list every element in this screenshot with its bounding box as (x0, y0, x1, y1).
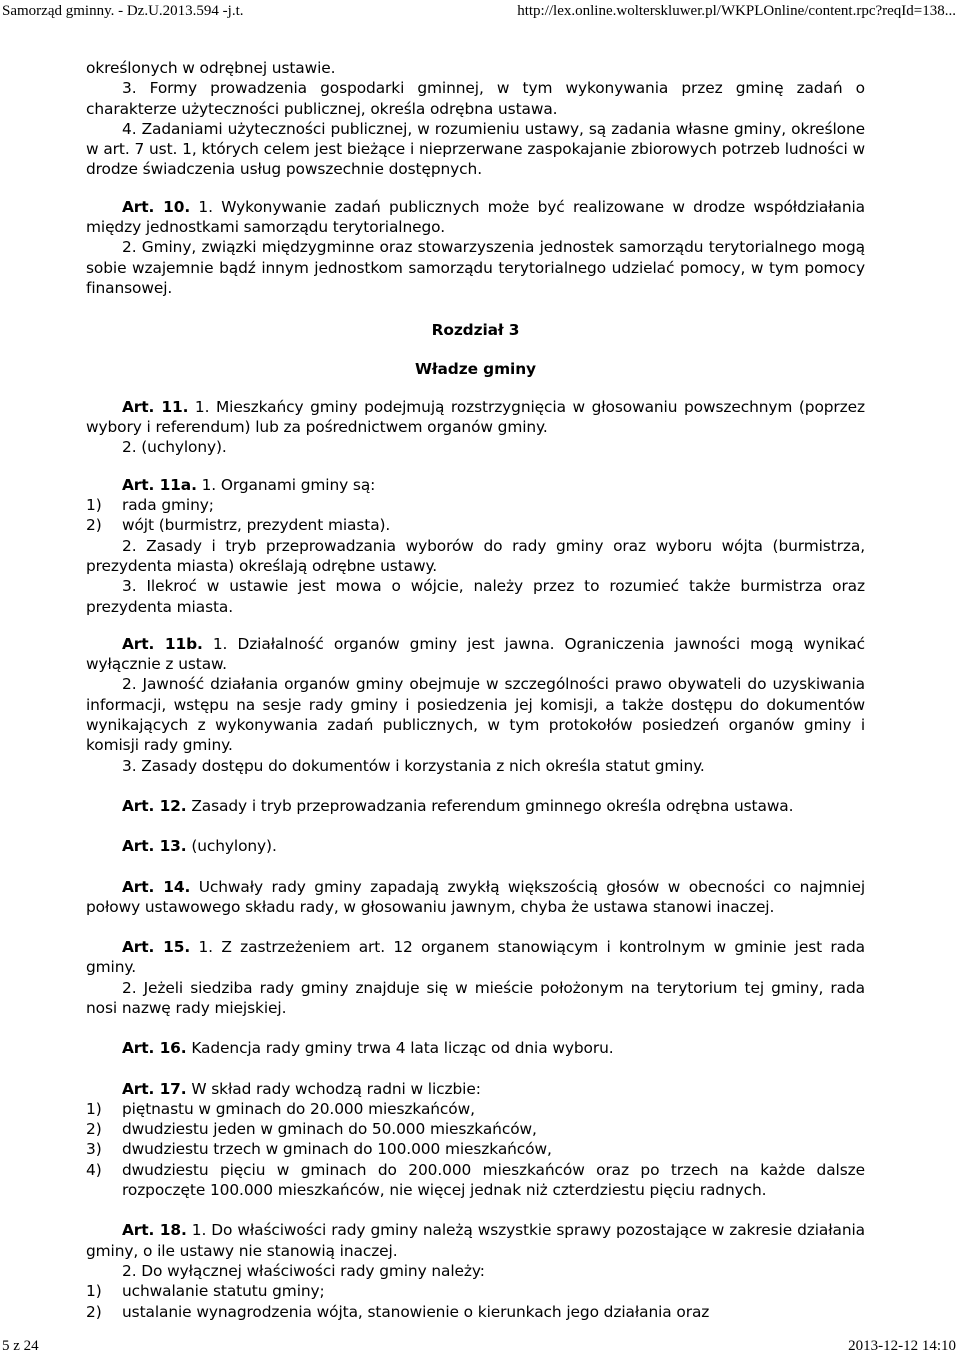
header-url: http://lex.online.wolterskluwer.pl/WKPLOnline/content.rpc?reqId=138... (517, 3, 956, 19)
list-text: piętnastu w gminach do 20.000 mieszkańców, (122, 1099, 475, 1118)
article-15 (86, 937, 865, 978)
list-item (86, 1099, 865, 1119)
paragraph: 2. Jawność działania organów gminy obejmuje w szczególności prawo obywateli do uzyskiwania informacji, wstępu na sesje rady gminy i posiedzenia jej komisji, a także dostępu do dokumentów wynikających z wykonywania zadań publicznych, w tym protokołów posiedzeń organów gminy i komisji rady gminy. (86, 675, 865, 755)
list-number: 4) (86, 1160, 102, 1179)
article-14 (86, 877, 865, 918)
article-text: 1. Wykonywanie zadań publicznych może być realizowane w drodze współdziałania między jednostkami samorządu terytorialnego. (86, 197, 865, 237)
paragraph: 3. Formy prowadzenia gospodarki gminnej, w tym wykonywania przez gminę zadań o charakterze użyteczności publicznej, określa odrębna ustawa. (86, 79, 865, 118)
list-text: dwudziestu trzech w gminach do 100.000 mieszkańców, (122, 1140, 552, 1159)
list-text: rada gminy; (122, 496, 214, 515)
article-text: 1. Mieszkańcy gminy podejmują rozstrzygnięcia w głosowaniu powszechnym (poprzez wybory i referendum) lub za pośrednictwem organów gminy. (86, 397, 865, 437)
article-text: 1. Do właściwości rady gminy należą wszystkie sprawy pozostające w zakresie działania gminy, o ile ustawy nie stanowią inaczej. (86, 1221, 865, 1260)
article-10 (86, 197, 865, 238)
list-number: 3) (86, 1140, 102, 1159)
paragraph: 2. Zasady i tryb przeprowadzania wyborów do rady gminy oraz wyboru wójta (burmistrza, prezydenta miasta) określają odrębne ustawy. (86, 536, 865, 575)
list-text: dwudziestu jeden w gminach do 50.000 mieszkańców, (122, 1120, 537, 1139)
list-number: 1) (86, 496, 102, 515)
list-item (86, 515, 865, 535)
article-text: 1. Działalność organów gminy jest jawna. Ograniczenia jawności mogą wynikać wyłącznie z ustaw. (86, 634, 865, 674)
article-label: Art. 12. (122, 796, 187, 815)
list-item (86, 495, 865, 515)
chapter-heading: Rozdział 3 (431, 321, 520, 340)
list-text: uchwalanie statutu gminy; (122, 1282, 325, 1301)
chapter-title: Władze gminy (415, 359, 536, 378)
article-text: 1. Z zastrzeżeniem art. 12 organem stanowiącym i kontrolnym w gminie jest rada gminy. (86, 938, 865, 977)
article-label: Art. 15. (122, 938, 191, 957)
header-title: Samorząd gminny. - Dz.U.2013.594 -j.t. (2, 3, 244, 19)
page-number: 5 z 24 (2, 1338, 39, 1354)
paragraph: 4. Zadaniami użyteczności publicznej, w rozumieniu ustawy, są zadania własne gminy, określone w art. 7 ust. 1, których celem jest bieżące i nieprzerwane zaspokajanie zbiorowych potrzeb ludności w drodze świadczenia usług powszechnie dostępnych. (86, 119, 865, 179)
list-text: ustalanie wynagrodzenia wójta, stanowienie o kierunkach jego działania oraz (122, 1302, 710, 1321)
paragraph: 3. Zasady dostępu do dokumentów i korzystania z nich określa statut gminy. (122, 756, 705, 775)
list-number: 2) (86, 1302, 102, 1321)
list-number: 2) (86, 1120, 102, 1139)
article-13 (86, 836, 865, 856)
article-text: Zasady i tryb przeprowadzania referendum gminnego określa odrębna ustawa. (186, 796, 794, 815)
list-text: dwudziestu pięciu w gminach do 200.000 mieszkańców oraz po trzech na każde dalsze rozpoczęte 100.000 mieszkańców, nie więcej jednak niż czterdziestu pięciu radnych. (122, 1160, 865, 1200)
article-text: (uchylony). (186, 837, 277, 856)
article-label: Art. 11b. (122, 634, 203, 653)
article-17 (86, 1079, 865, 1099)
article-11 (86, 397, 865, 438)
list-text: wójt (burmistrz, prezydent miasta). (122, 516, 391, 535)
print-datetime: 2013-12-12 14:10 (848, 1338, 956, 1354)
article-label: Art. 10. (122, 197, 191, 216)
list-number: 2) (86, 516, 102, 535)
paragraph: 2. (uchylony). (122, 438, 227, 457)
paragraph: 3. Ilekroć w ustawie jest mowa o wójcie, należy przez to rozumieć także burmistrza oraz prezydenta miasta. (86, 577, 865, 616)
paragraph: 2. Do wyłącznej właściwości rady gminy należy: (122, 1261, 485, 1280)
article-text: Uchwały rady gminy zapadają zwykłą większością głosów w obecności co najmniej połowy ustawowego składu rady, w głosowaniu jawnym, chyba że ustawa stanowi inaczej. (86, 877, 865, 916)
article-label: Art. 14. (122, 877, 191, 896)
article-label: Art. 18. (122, 1221, 187, 1240)
page-header (0, 0, 960, 22)
article-text: 1. Organami gminy są: (196, 475, 376, 494)
paragraph: 2. Jeżeli siedziba rady gminy znajduje się w mieście położonym na terytorium tej gminy, rada nosi nazwę rady miejskiej. (86, 978, 865, 1017)
list-item (86, 1139, 865, 1159)
list-item (86, 1302, 865, 1322)
article-18 (86, 1220, 865, 1261)
article-text: W skład rady wchodzą radni w liczbie: (186, 1079, 481, 1098)
list-number: 1) (86, 1282, 102, 1301)
list-item (86, 1160, 865, 1201)
article-label: Art. 16. (122, 1039, 187, 1058)
article-11b (86, 634, 865, 675)
article-label: Art. 17. (122, 1079, 187, 1098)
paragraph: 2. Gminy, związki międzygminne oraz stowarzyszenia jednostek samorządu terytorialnego mogą sobie wzajemnie bądź innym jednostkom samorządu terytorialnego udzielać pomocy, w tym pomocy finansowej. (86, 238, 865, 297)
article-label: Art. 11a. (122, 475, 197, 494)
article-label: Art. 11. (122, 397, 189, 416)
article-text: Kadencja rady gminy trwa 4 lata licząc od dnia wyboru. (186, 1039, 614, 1058)
page-footer (0, 1337, 960, 1355)
article-11a (86, 475, 865, 495)
list-item (86, 1281, 865, 1301)
article-label: Art. 13. (122, 837, 187, 856)
article-12 (86, 796, 865, 816)
list-number: 1) (86, 1099, 102, 1118)
paragraph: określonych w odrębnej ustawie. (86, 59, 336, 77)
list-item (86, 1119, 865, 1139)
document-body (86, 58, 865, 1322)
article-16 (86, 1038, 865, 1058)
